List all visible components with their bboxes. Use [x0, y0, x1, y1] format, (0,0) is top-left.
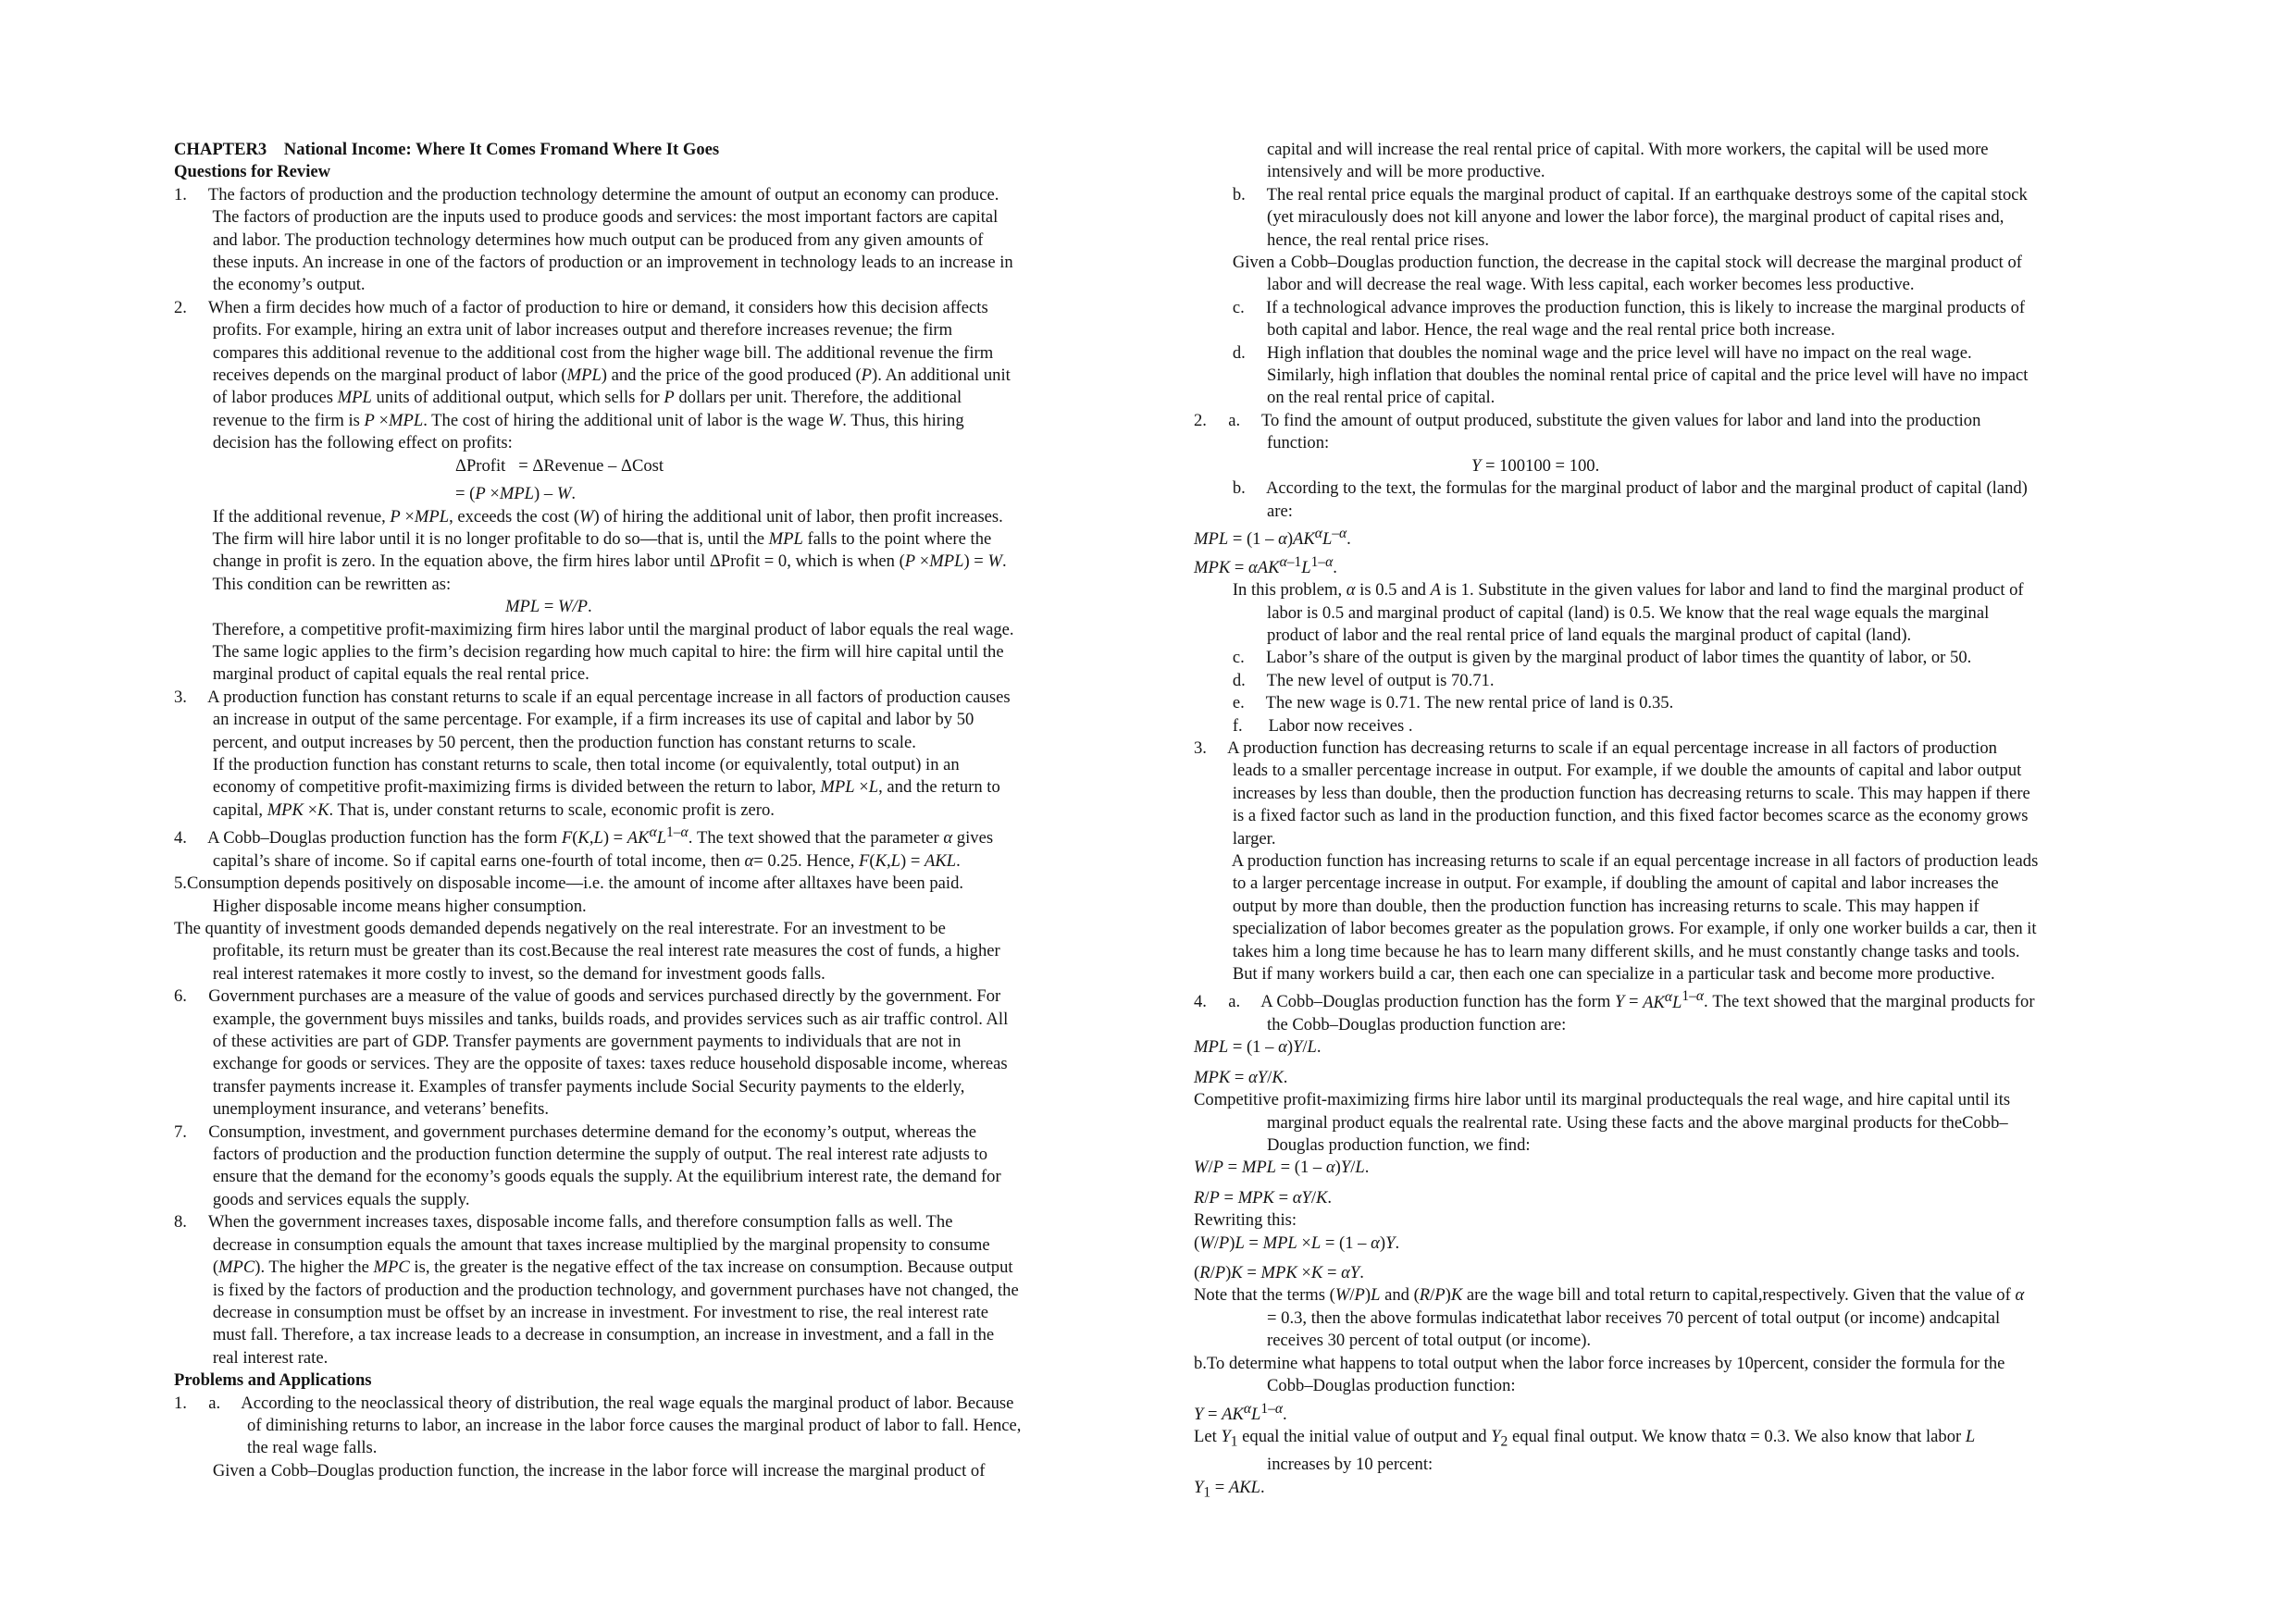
left-column-line: The quantity of investment goods demanded depends negatively on the real interestrate. For an investment to be — [174, 919, 946, 938]
left-column-line: Higher disposable income means higher consumption. — [174, 896, 587, 916]
left-column-line: real interest ratemakes it more costly to invest, so the demand for investment goods falls. — [174, 963, 825, 984]
right-column-line: c. Labor’s share of the output is given by the marginal product of labor times the quantity of labor, or 50. — [1194, 648, 1972, 668]
right-column-line: (yet miraculously does not kill anyone and lower the labor force), the marginal product of capital rises and, — [1194, 207, 2004, 228]
right-column-line: larger. — [1194, 828, 1276, 849]
left-column-line: marginal product of capital equals the real rental price. — [174, 664, 590, 685]
right-column-line: f. Labor now receives . — [1194, 715, 1413, 736]
left-column-line: factors of production and the production function determine the supply of output. The real interest rate adjusts to — [174, 1145, 988, 1165]
left-column-line: must fall. Therefore, a tax increase leads to a decrease in consumption, an increase in investment, and a fall in the — [174, 1325, 995, 1345]
left-column-line: decrease in consumption must be offset by an increase in investment. For investment to rise, the real interest rate — [174, 1302, 989, 1322]
right-column-line: b. According to the text, the formulas for the marginal product of labor and the marginal product of capital (land) — [1194, 478, 2028, 499]
left-column-line: 6. Government purchases are a measure of the value of goods and services purchased directly by the government. For — [174, 986, 1001, 1007]
left-column-line: The firm will hire labor until it is no longer profitable to do so—that is, until the MPL falls to the point where the — [174, 528, 992, 549]
right-column-line: MPK = αY/K. — [1194, 1067, 1288, 1087]
right-column-line: is a fixed factor such as land in the production function, and this fixed factor becomes scarce as the economy grows — [1194, 806, 2029, 826]
left-column-line: these inputs. An increase in one of the factors of production or an improvement in technology leads to an increase in — [174, 253, 1013, 273]
left-column-line: 8. When the government increases taxes, disposable income falls, and therefore consumption falls as well. The — [174, 1212, 953, 1233]
left-column-line: the economy’s output. — [174, 275, 366, 295]
right-column-line: labor is 0.5 and marginal product of capital (land) is 0.5. We know that the real wage equals the marginal — [1194, 602, 1990, 623]
right-column-line: d. The new level of output is 70.71. — [1194, 670, 1495, 690]
right-column-line: product of labor and the real rental price of land equals the marginal product of capital (land). — [1194, 625, 1912, 645]
right-column-line: A production function has increasing returns to scale if an equal percentage increase in all factors of production leads — [1194, 850, 2039, 871]
left-column-line: decrease in consumption equals the amount that taxes increase multiplied by the marginal propensity to consume — [174, 1234, 990, 1255]
left-column-line: exchange for goods or services. They are the opposite of taxes: taxes reduce household disposable income, whereas — [174, 1054, 1008, 1074]
right-column-line: MPL = (1 – α)Y/L. — [1194, 1037, 1322, 1058]
right-column-line: are: — [1194, 501, 1293, 521]
right-column-line: takes him a long time because he has to learn many different skills, and he must constantly change tasks and tools. — [1194, 941, 2020, 961]
right-column-line: Similarly, high inflation that doubles the nominal rental price of capital and the price level will have no impact — [1194, 365, 2029, 386]
right-column-line: labor and will decrease the real wage. With less capital, each worker becomes less productive. — [1194, 275, 1915, 295]
left-column — [174, 139, 1127, 1482]
left-column-line: change in profit is zero. In the equation above, the firm hires labor until ΔProfit = 0, which is when (P ×MPL) = W. — [174, 551, 1007, 572]
left-column-line: Questions for Review — [174, 162, 331, 182]
right-column-line: But if many workers build a car, then each one can specialize in a particular task and become more productive. — [1194, 964, 1995, 984]
right-column-line: MPK = $\alpha AK^{\alpha-1}L^{1-\alpha}$. — [1194, 553, 1337, 577]
left-column-line: 2. When a firm decides how much of a factor of production to hire or demand, it considers how this decision affects — [174, 297, 988, 317]
left-column-line: of diminishing returns to labor, an increase in the labor force causes the marginal product of labor to fall. Hence, — [174, 1415, 1022, 1435]
right-column-line: increases by less than double, then the production function has decreasing returns to scale. This may happen if there — [1194, 783, 2030, 803]
left-column-line: capital, MPK ×K. That is, under constant returns to scale, economic profit is zero. — [174, 799, 775, 820]
right-column-line: (R/P)K = MPK ×K = αY. — [1194, 1263, 1364, 1283]
left-column-line: If the additional revenue, P ×MPL, exceeds the cost (W) of hiring the additional unit of labor, then profit increases. — [174, 506, 1003, 527]
left-column-line: Therefore, a competitive profit-maximizing firm hires labor until the marginal product of labor equals the real wage. — [174, 619, 1014, 639]
right-column-line: increases by 10 percent: — [1194, 1455, 1433, 1475]
left-column-line: 7. Consumption, investment, and government purchases determine demand for the economy’s output, whereas the — [174, 1121, 976, 1142]
left-column-line: The same logic applies to the firm’s decision regarding how much capital to hire: the firm will hire capital until the — [174, 641, 1004, 662]
right-column-line: function: — [1194, 433, 1330, 453]
left-column-line: 5.Consumption depends positively on disposable income—i.e. the amount of income after alltaxes have been paid. — [174, 873, 964, 894]
right-column — [1194, 139, 2145, 1505]
left-column-line: ΔProfit = ΔRevenue – ΔCost — [455, 455, 664, 476]
left-column-line: unemployment insurance, and veterans’ benefits. — [174, 1099, 549, 1120]
left-column-line: percent, and output increases by 50 percent, then the production function has constant returns to scale. — [174, 732, 916, 752]
left-column-line: goods and services equals the supply. — [174, 1189, 470, 1209]
right-column-line: on the real rental price of capital. — [1194, 388, 1496, 408]
right-column-line: d. High inflation that doubles the nominal wage and the price level will have no impact on the real wage. — [1194, 342, 1972, 363]
right-column-line: $Y = AK^\alpha L^{1-\alpha}$. — [1194, 1400, 1287, 1424]
right-column-line: W/P = MPL = (1 – α)Y/L. — [1194, 1158, 1370, 1178]
right-column-line: 2. a. To find the amount of output produced, substitute the given values for labor and land into the production — [1194, 410, 1981, 430]
right-column-line: Douglas production function, we find: — [1194, 1135, 1531, 1156]
right-column-line: capital and will increase the real rental price of capital. With more workers, the capital will be used more — [1194, 140, 1989, 159]
left-column-line: transfer payments increase it. Examples of transfer payments include Social Security payments to the elderly, — [174, 1076, 965, 1096]
right-column-line: both capital and labor. Hence, the real wage and the real rental price both increase. — [1194, 320, 1835, 341]
left-column-line: decision has the following effect on profits: — [174, 433, 513, 453]
left-column-line: compares this additional revenue to the additional cost from the higher wage bill. The additional revenue the firm — [174, 342, 994, 363]
right-column-line: e. The new wage is 0.71. The new rental price of land is 0.35. — [1194, 693, 1674, 713]
right-column-line: the Cobb–Douglas production function are: — [1194, 1015, 1567, 1035]
right-column-line: Let $Y_1$ equal the initial value of output and $Y_2$ equal final output. We know thatα = 0.3. We also know that labor L — [1194, 1427, 1976, 1450]
right-column-line: hence, the real rental price rises. — [1194, 229, 1490, 250]
right-column-line: (W/P)L = MPL ×L = (1 – α)Y. — [1194, 1233, 1400, 1253]
right-column-line: $Y_1$ = AKL. — [1194, 1477, 1265, 1501]
right-column-line: Y = 100100 = 100. — [1471, 455, 1600, 476]
right-column-line: MPL = $(1 - \alpha)AK^\alpha L^{-\alpha}$. — [1194, 525, 1351, 550]
left-column-line: If the production function has constant returns to scale, then total income (or equivalently, total output) in an — [174, 754, 960, 774]
right-column-line: Competitive profit-maximizing firms hire labor until its marginal productequals the real wage, and hire capital until its — [1194, 1090, 2011, 1110]
left-column-line: the real wage falls. — [174, 1438, 378, 1458]
left-column-line: Problems and Applications — [174, 1370, 372, 1391]
left-column-line: is fixed by the factors of production and the production technology, and government purchases have not changed, the — [174, 1280, 1019, 1300]
left-column-line: This condition can be rewritten as: — [174, 574, 452, 594]
left-column-line: profitable, its return must be greater than its cost.Because the real interest rate measures the cost of funds, a higher — [174, 941, 1000, 961]
left-column-line: 3. A production function has constant returns to scale if an equal percentage increase in all factors of production causes — [174, 687, 1011, 707]
left-column-line: 4. A Cobb–Douglas production function has the form $F(K,L) = AK^\alpha L^{1-\alpha}$. The text showed that the parameter α gives — [174, 824, 994, 849]
left-column-line: MPL = W/P. — [505, 597, 592, 617]
left-column-line: of these activities are part of GDP. Transfer payments are government payments to individuals that are not in — [174, 1032, 962, 1052]
right-column-line: receives 30 percent of total output (or income). — [1194, 1331, 1592, 1351]
left-column-line: (MPC). The higher the MPC is, the greater is the negative effect of the tax increase on consumption. Because output — [174, 1258, 1013, 1278]
right-column-line: Cobb–Douglas production function: — [1194, 1376, 1516, 1396]
right-column-line: b. The real rental price equals the marginal product of capital. If an earthquake destroys some of the capital stock — [1194, 184, 2028, 204]
right-column-line: c. If a technological advance improves the production function, this is likely to increase the marginal products of — [1194, 297, 2026, 317]
right-column-line: R/P = MPK = αY/K. — [1194, 1187, 1333, 1208]
left-column-line: Given a Cobb–Douglas production function, the increase in the labor force will increase the marginal product of — [174, 1460, 986, 1481]
left-column-line: 1. The factors of production and the production technology determine the amount of output an economy can produce. — [174, 184, 999, 204]
left-column-line: 1. a. According to the neoclassical theory of distribution, the real wage equals the marginal product of labor. Because — [174, 1393, 1014, 1413]
left-column-line: an increase in output of the same percentage. For example, if a firm increases its use of capital and labor by 50 — [174, 710, 974, 730]
right-column-line: specialization of labor becomes greater as the population grows. For example, if only one worker builds a car, then it — [1194, 919, 2037, 939]
left-column-line: and labor. The production technology determines how much output can be produced from any given amounts of — [174, 229, 984, 250]
right-column-line: output by more than double, then the production function has increasing returns to scale. This may happen if — [1194, 896, 1980, 916]
right-column-line: Given a Cobb–Douglas production function, the decrease in the capital stock will decrease the marginal product of — [1194, 253, 2022, 273]
left-column-line: economy of competitive profit-maximizing firms is divided between the return to labor, MPL ×L, and the return to — [174, 777, 1000, 798]
left-column-line: example, the government buys missiles and tanks, builds roads, and provides services such as air traffic control. All — [174, 1009, 1009, 1029]
left-column-line: real interest rate. — [174, 1347, 329, 1368]
left-column-line: capital’s share of income. So if capital earns one-fourth of total income, then α= 0.25. Hence, F(K,L) = AKL. — [174, 850, 961, 871]
right-column-line: 3. A production function has decreasing returns to scale if an equal percentage increase in all factors of production — [1194, 737, 1997, 758]
left-column-line: revenue to the firm is P ×MPL. The cost of hiring the additional unit of labor is the wage W. Thus, this hiring — [174, 410, 964, 430]
right-column-line: to a larger percentage increase in output. For example, if doubling the amount of capital and labor increases the — [1194, 873, 1999, 894]
left-column-line: The factors of production are the inputs used to produce goods and services: the most important factors are capital — [174, 207, 999, 228]
left-column-line: of labor produces MPL units of additional output, which sells for P dollars per unit. Therefore, the additional — [174, 388, 962, 408]
right-column-line: b.To determine what happens to total output when the labor force increases by 10percent, consider the formula for the — [1194, 1353, 2005, 1373]
right-column-line: leads to a smaller percentage increase in output. For example, if we double the amounts of capital and labor output — [1194, 761, 2022, 781]
right-column-line: Rewriting this: — [1194, 1210, 1297, 1231]
right-column-line: In this problem, α is 0.5 and A is 1. Substitute in the given values for labor and land to find the marginal product of — [1194, 580, 2024, 601]
right-column-line: intensively and will be more productive. — [1194, 162, 1545, 182]
left-column-line: ensure that the demand for the economy’s goods equals the supply. At the equilibrium interest rate, the demand for — [174, 1167, 1001, 1187]
right-column-line: marginal product equals the realrental rate. Using these facts and the above marginal products for theCobb– — [1194, 1112, 2008, 1133]
left-column-line: receives depends on the marginal product of labor (MPL) and the price of the good produced (P). An additional unit — [174, 365, 1011, 386]
left-column-line: CHAPTER3 National Income: Where It Comes Fromand Where It Goes — [174, 140, 720, 159]
right-column-line: = 0.3, then the above formulas indicatethat labor receives 70 percent of total output (or income) andcapital — [1194, 1307, 2001, 1328]
right-column-line: Note that the terms (W/P)L and (R/P)K are the wage bill and total return to capital,respectively. Given that the value of α — [1194, 1285, 2025, 1306]
right-column-line: 4. a. A Cobb–Douglas production function has the form $Y = AK^\alpha L^{1-\alpha}$. The text showed that the marginal products for — [1194, 988, 2035, 1012]
left-column-line: = (P ×MPL) – W. — [455, 484, 576, 504]
left-column-line: profits. For example, hiring an extra unit of labor increases output and therefore increases revenue; the firm — [174, 320, 953, 341]
